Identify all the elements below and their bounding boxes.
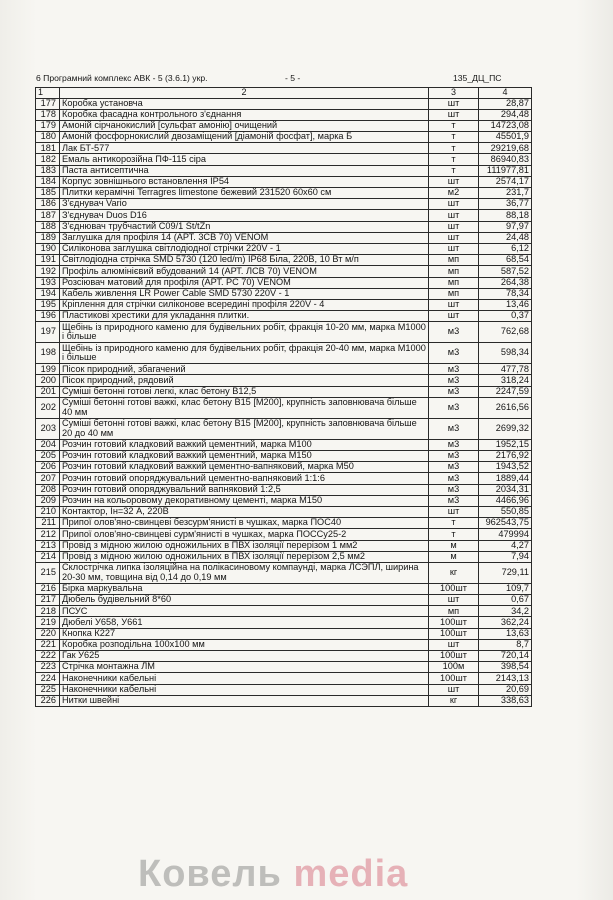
item-name: Лак БТ-577 xyxy=(60,143,429,154)
value: 68,54 xyxy=(479,255,532,266)
unit: м3 xyxy=(429,439,479,450)
unit: м3 xyxy=(429,451,479,462)
row-number: 200 xyxy=(36,375,60,386)
value: 29219,68 xyxy=(479,143,532,154)
row-number: 191 xyxy=(36,255,60,266)
unit: м3 xyxy=(429,364,479,375)
item-name: Коробка фасадна контрольного з'єднання xyxy=(60,109,429,120)
table-row xyxy=(36,199,532,210)
item-name: Наконечники кабельні xyxy=(60,684,429,695)
table-header-row xyxy=(36,88,532,99)
table-row xyxy=(36,418,532,439)
row-number: 180 xyxy=(36,132,60,143)
row-number: 187 xyxy=(36,210,60,221)
table-row xyxy=(36,439,532,450)
table-row xyxy=(36,176,532,187)
unit: шт xyxy=(429,176,479,187)
item-name: Заглушка для профіля 14 (АРТ. 3СВ 70) VENOM xyxy=(60,232,429,243)
item-name: З'єднувач Duos D16 xyxy=(60,210,429,221)
value: 294,48 xyxy=(479,109,532,120)
row-number: 194 xyxy=(36,288,60,299)
item-name: Коробка установча xyxy=(60,98,429,109)
unit: шт xyxy=(429,506,479,517)
unit: т xyxy=(429,120,479,131)
item-name: Дюбелі У658, У661 xyxy=(60,617,429,628)
value: 2699,32 xyxy=(479,418,532,439)
table-row xyxy=(36,484,532,495)
value: 109,7 xyxy=(479,583,532,594)
row-number: 208 xyxy=(36,484,60,495)
header-software: 6 Програмний комплекс АВК - 5 (3.6.1) укр. xyxy=(36,73,208,83)
unit: м3 xyxy=(429,484,479,495)
value: 97,97 xyxy=(479,221,532,232)
item-name: Профіль алюмінієвий вбудований 14 (АРТ. ЛСВ 70) VENOM xyxy=(60,266,429,277)
watermark-text: Ковель xyxy=(138,853,282,895)
item-name: Гак У625 xyxy=(60,651,429,662)
value: 1889,44 xyxy=(479,473,532,484)
row-number: 219 xyxy=(36,617,60,628)
unit: шт xyxy=(429,210,479,221)
value: 0,37 xyxy=(479,311,532,322)
value: 34,2 xyxy=(479,606,532,617)
value: 14723,08 xyxy=(479,120,532,131)
unit: м2 xyxy=(429,188,479,199)
value: 231,7 xyxy=(479,188,532,199)
value: 24,48 xyxy=(479,232,532,243)
unit: т xyxy=(429,132,479,143)
value: 2247,59 xyxy=(479,386,532,397)
table-row xyxy=(36,375,532,386)
value: 398,54 xyxy=(479,662,532,673)
unit: м3 xyxy=(429,397,479,418)
value: 28,87 xyxy=(479,98,532,109)
row-number: 178 xyxy=(36,109,60,120)
row-number: 216 xyxy=(36,583,60,594)
value: 1943,52 xyxy=(479,462,532,473)
row-number: 186 xyxy=(36,199,60,210)
value: 264,38 xyxy=(479,277,532,288)
unit: 100шт xyxy=(429,617,479,628)
table-row xyxy=(36,595,532,606)
row-number: 211 xyxy=(36,518,60,529)
column-header: 4 xyxy=(479,88,532,99)
item-name: Пісок природний, збагачений xyxy=(60,364,429,375)
unit: шт xyxy=(429,109,479,120)
materials-table xyxy=(35,87,532,707)
item-name: Пісок природний, рядовий xyxy=(60,375,429,386)
item-name: Паста антисептична xyxy=(60,165,429,176)
value: 6,12 xyxy=(479,243,532,254)
page-header xyxy=(36,73,546,85)
value: 36,77 xyxy=(479,199,532,210)
item-name: Стрічка монтажна ЛМ xyxy=(60,662,429,673)
table-row xyxy=(36,673,532,684)
table-row xyxy=(36,143,532,154)
item-name: Наконечники кабельні xyxy=(60,673,429,684)
row-number: 221 xyxy=(36,639,60,650)
table-row xyxy=(36,583,532,594)
row-number: 193 xyxy=(36,277,60,288)
unit: 100шт xyxy=(429,628,479,639)
row-number: 199 xyxy=(36,364,60,375)
value: 318,24 xyxy=(479,375,532,386)
row-number: 177 xyxy=(36,98,60,109)
table-row xyxy=(36,506,532,517)
table-row xyxy=(36,473,532,484)
item-name: Світлодіодна стрічка SMD 5730 (120 led/m) IP68 Біла, 220В, 10 Вт м/п xyxy=(60,255,429,266)
item-name: Припої олов'яно-свинцеві безсурм'янисті в чушках, марка ПОС40 xyxy=(60,518,429,529)
value: 2616,56 xyxy=(479,397,532,418)
row-number: 184 xyxy=(36,176,60,187)
table-row xyxy=(36,662,532,673)
item-name: Розчин готовий кладковий важкий цементний, марка М150 xyxy=(60,451,429,462)
table-row xyxy=(36,462,532,473)
row-number: 183 xyxy=(36,165,60,176)
row-number: 195 xyxy=(36,299,60,310)
row-number: 182 xyxy=(36,154,60,165)
unit: кг xyxy=(429,695,479,706)
header-document-code: 135_ДЦ_ПС xyxy=(453,73,502,83)
row-number: 207 xyxy=(36,473,60,484)
item-name: Нитки швейні xyxy=(60,695,429,706)
unit: 100шт xyxy=(429,651,479,662)
item-name: Коробка розподільна 100х100 мм xyxy=(60,639,429,650)
value: 13,63 xyxy=(479,628,532,639)
unit: шт xyxy=(429,243,479,254)
unit: шт xyxy=(429,199,479,210)
unit: шт xyxy=(429,639,479,650)
value: 78,34 xyxy=(479,288,532,299)
item-name: ПСУС xyxy=(60,606,429,617)
column-header: 3 xyxy=(429,88,479,99)
table-row xyxy=(36,154,532,165)
table-row xyxy=(36,288,532,299)
item-name: Контактор, Iн=32 А, 220В xyxy=(60,506,429,517)
value: 86940,83 xyxy=(479,154,532,165)
value: 2143,13 xyxy=(479,673,532,684)
row-number: 215 xyxy=(36,562,60,583)
row-number: 185 xyxy=(36,188,60,199)
row-number: 188 xyxy=(36,221,60,232)
row-number: 225 xyxy=(36,684,60,695)
table-row xyxy=(36,628,532,639)
unit: м3 xyxy=(429,495,479,506)
value: 962543,75 xyxy=(479,518,532,529)
unit: м3 xyxy=(429,322,479,343)
item-name: Розчин готовий кладковий важкий цементно-вапняковий, марка М50 xyxy=(60,462,429,473)
item-name: Розсіювач матовий для профіля (АРТ. РС 70) VENOM xyxy=(60,277,429,288)
item-name: Амоній сірчанокислий [сульфат амонію] очищений xyxy=(60,120,429,131)
value: 598,34 xyxy=(479,343,532,364)
item-name: Припої олов'яно-свинцеві сурм'янисті в чушках, марка ПОССу25-2 xyxy=(60,529,429,540)
table-row xyxy=(36,540,532,551)
table-row xyxy=(36,651,532,662)
unit: шт xyxy=(429,232,479,243)
row-number: 209 xyxy=(36,495,60,506)
row-number: 198 xyxy=(36,343,60,364)
item-name: Щебінь із природного каменю для будівельних робіт, фракція 10-20 мм, марка М1000 і більше xyxy=(60,322,429,343)
row-number: 213 xyxy=(36,540,60,551)
unit: 100м xyxy=(429,662,479,673)
unit: мп xyxy=(429,255,479,266)
unit: т xyxy=(429,518,479,529)
row-number: 218 xyxy=(36,606,60,617)
table-row xyxy=(36,98,532,109)
table-row xyxy=(36,299,532,310)
item-name: Розчин на кольоровому декоративному цементі, марка М150 xyxy=(60,495,429,506)
table-row xyxy=(36,639,532,650)
value: 362,24 xyxy=(479,617,532,628)
unit: м xyxy=(429,540,479,551)
table-row xyxy=(36,188,532,199)
item-name: Силіконова заглушка світлодіодної стрічки 220V - 1 xyxy=(60,243,429,254)
row-number: 204 xyxy=(36,439,60,450)
item-name: З'єднувач Vario xyxy=(60,199,429,210)
row-number: 210 xyxy=(36,506,60,517)
table-row xyxy=(36,109,532,120)
item-name: Амоній фосфорнокислий двозаміщений [діамоній фосфат], марка Б xyxy=(60,132,429,143)
row-number: 189 xyxy=(36,232,60,243)
table-row xyxy=(36,322,532,343)
table-row xyxy=(36,210,532,221)
item-name: Корпус зовнішнього встановлення IP54 xyxy=(60,176,429,187)
table-row xyxy=(36,397,532,418)
item-name: Емаль антикорозійна ПФ-115 сіра xyxy=(60,154,429,165)
row-number: 220 xyxy=(36,628,60,639)
table-row xyxy=(36,120,532,131)
item-name: Кріплення для стрічки силіконове всередині профіля 220V - 4 xyxy=(60,299,429,310)
value: 2574,17 xyxy=(479,176,532,187)
unit: м3 xyxy=(429,343,479,364)
column-header: 2 xyxy=(60,88,429,99)
table-row xyxy=(36,451,532,462)
watermark-accent-text: media xyxy=(293,853,409,895)
item-name: Дюбель будівельний 8*60 xyxy=(60,595,429,606)
unit: м3 xyxy=(429,473,479,484)
table-row xyxy=(36,311,532,322)
table-row xyxy=(36,277,532,288)
table-row xyxy=(36,684,532,695)
value: 338,63 xyxy=(479,695,532,706)
table-row xyxy=(36,232,532,243)
row-number: 222 xyxy=(36,651,60,662)
row-number: 196 xyxy=(36,311,60,322)
table-row xyxy=(36,132,532,143)
table-row xyxy=(36,606,532,617)
value: 13,46 xyxy=(479,299,532,310)
header-page-number: - 5 - xyxy=(285,73,301,83)
unit: м3 xyxy=(429,375,479,386)
value: 4466,96 xyxy=(479,495,532,506)
value: 729,11 xyxy=(479,562,532,583)
item-name: Щебінь із природного каменю для будівельних робіт, фракція 20-40 мм, марка М1000 і більше xyxy=(60,343,429,364)
table-row xyxy=(36,529,532,540)
table-row xyxy=(36,695,532,706)
value: 2176,92 xyxy=(479,451,532,462)
unit: т xyxy=(429,165,479,176)
row-number: 203 xyxy=(36,418,60,439)
value: 8,7 xyxy=(479,639,532,650)
value: 111977,81 xyxy=(479,165,532,176)
value: 479994 xyxy=(479,529,532,540)
row-number: 214 xyxy=(36,551,60,562)
item-name: Суміші бетонні готові легкі, клас бетону В12,5 xyxy=(60,386,429,397)
value: 477,78 xyxy=(479,364,532,375)
item-name: Кнопка К227 xyxy=(60,628,429,639)
row-number: 201 xyxy=(36,386,60,397)
unit: мп xyxy=(429,266,479,277)
table-row xyxy=(36,617,532,628)
row-number: 202 xyxy=(36,397,60,418)
unit: шт xyxy=(429,221,479,232)
row-number: 206 xyxy=(36,462,60,473)
unit: т xyxy=(429,154,479,165)
table-row xyxy=(36,364,532,375)
value: 587,52 xyxy=(479,266,532,277)
row-number: 179 xyxy=(36,120,60,131)
column-header: 1 xyxy=(36,88,60,99)
unit: м3 xyxy=(429,418,479,439)
table-row xyxy=(36,562,532,583)
row-number: 190 xyxy=(36,243,60,254)
unit: шт xyxy=(429,299,479,310)
row-number: 192 xyxy=(36,266,60,277)
table-row xyxy=(36,551,532,562)
unit: т xyxy=(429,143,479,154)
unit: мп xyxy=(429,288,479,299)
table-row xyxy=(36,343,532,364)
item-name: Бірка маркувальна xyxy=(60,583,429,594)
item-name: Розчин готовий опоряджувальний цементно-вапняковий 1:1:6 xyxy=(60,473,429,484)
value: 20,69 xyxy=(479,684,532,695)
table-row xyxy=(36,243,532,254)
row-number: 223 xyxy=(36,662,60,673)
item-name: Провід з мідною жилою одножильних в ПВХ ізоляції перерізом 2,5 мм2 xyxy=(60,551,429,562)
unit: 100шт xyxy=(429,673,479,684)
row-number: 217 xyxy=(36,595,60,606)
table-row xyxy=(36,518,532,529)
value: 762,68 xyxy=(479,322,532,343)
unit: м3 xyxy=(429,462,479,473)
item-name: Розчин готовий опоряджувальний вапняковий 1:2,5 xyxy=(60,484,429,495)
value: 4,27 xyxy=(479,540,532,551)
item-name: Кабель живлення LR Power Cable SMD 5730 220V - 1 xyxy=(60,288,429,299)
item-name: Розчин готовий кладковий важкий цементний, марка М100 xyxy=(60,439,429,450)
unit: шт xyxy=(429,595,479,606)
unit: 100шт xyxy=(429,583,479,594)
watermark-logo xyxy=(138,853,408,896)
item-name: Склострічка липка ізоляційна на полікасиновому компаунді, марка ЛСЭПЛ, ширина 20-30 мм, товщина від 0,14 до 0,19 мм xyxy=(60,562,429,583)
item-name: Провід з мідною жилою одножильних в ПВХ ізоляції перерізом 1 мм2 xyxy=(60,540,429,551)
row-number: 212 xyxy=(36,529,60,540)
unit: кг xyxy=(429,562,479,583)
unit: т xyxy=(429,529,479,540)
table-row xyxy=(36,221,532,232)
row-number: 226 xyxy=(36,695,60,706)
item-name: Пластикові хрестики для укладання плитки. xyxy=(60,311,429,322)
value: 550,85 xyxy=(479,506,532,517)
table-row xyxy=(36,495,532,506)
table-row xyxy=(36,266,532,277)
value: 1952,15 xyxy=(479,439,532,450)
value: 7,94 xyxy=(479,551,532,562)
unit: мп xyxy=(429,277,479,288)
unit: шт xyxy=(429,684,479,695)
value: 0,67 xyxy=(479,595,532,606)
value: 88,18 xyxy=(479,210,532,221)
value: 45501,9 xyxy=(479,132,532,143)
row-number: 224 xyxy=(36,673,60,684)
unit: шт xyxy=(429,311,479,322)
unit: м xyxy=(429,551,479,562)
unit: шт xyxy=(429,98,479,109)
table-row xyxy=(36,386,532,397)
item-name: З'єднювач трубчастий C09/1 St/tZn xyxy=(60,221,429,232)
item-name: Суміші бетонні готові важкі, клас бетону В15 [М200], крупність заповнювача більше 40 мм xyxy=(60,397,429,418)
table-row xyxy=(36,255,532,266)
table-row xyxy=(36,165,532,176)
row-number: 181 xyxy=(36,143,60,154)
value: 2034,31 xyxy=(479,484,532,495)
unit: мп xyxy=(429,606,479,617)
row-number: 197 xyxy=(36,322,60,343)
item-name: Суміші бетонні готові важкі, клас бетону В15 [М200], крупність заповнювача більше 20 до 40 мм xyxy=(60,418,429,439)
row-number: 205 xyxy=(36,451,60,462)
value: 720,14 xyxy=(479,651,532,662)
item-name: Плитки керамічні Terragres limestone бежевий 231520 60х60 см xyxy=(60,188,429,199)
unit: м3 xyxy=(429,386,479,397)
